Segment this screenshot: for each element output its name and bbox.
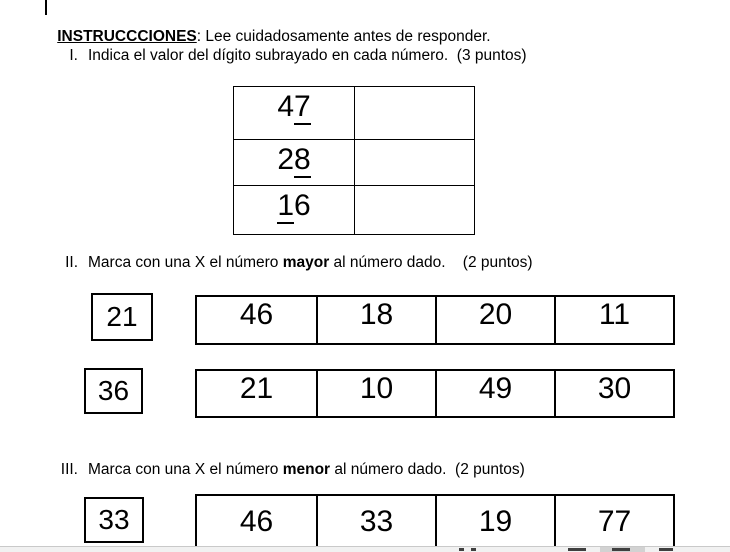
prompt-post: al número dado. (2 puntos) [329, 254, 533, 271]
instructions-text: : Lee cuidadosamente antes de responder. [196, 28, 491, 45]
web-layout-icon[interactable] [659, 548, 673, 551]
digit-plain: 6 [294, 189, 311, 222]
option-value: 49 [478, 371, 513, 405]
option-cell[interactable] [197, 371, 316, 416]
option-value: 46 [239, 298, 274, 331]
digit-plain: 4 [277, 90, 294, 123]
underlined-digit: 7 [294, 90, 311, 123]
section1-numeral: I. [69, 47, 78, 64]
options-table-row2 [195, 369, 675, 418]
option-cell[interactable] [197, 496, 316, 552]
option-cell[interactable] [435, 371, 554, 416]
option-value: 18 [359, 298, 394, 331]
option-cell[interactable] [554, 297, 673, 343]
option-value: 20 [478, 298, 513, 331]
given-number: 33 [98, 504, 130, 535]
options-table-row3 [195, 494, 675, 552]
option-cell[interactable] [554, 371, 673, 416]
option-cell[interactable] [316, 371, 435, 416]
section1-prompt-line [0, 47, 527, 65]
given-number-box-21 [91, 293, 153, 341]
option-cell[interactable] [197, 297, 316, 343]
given-number-box-33 [84, 497, 144, 543]
given-number-box-36 [84, 368, 143, 414]
prompt-keyword-mayor: mayor [282, 254, 330, 271]
read-mode-icon[interactable] [568, 548, 586, 551]
instructions-label: INSTRUCCCIONES [57, 28, 197, 45]
section3-prompt-line [0, 461, 525, 479]
status-text-icon [471, 548, 476, 551]
answer-cell-row2[interactable] [355, 139, 474, 186]
answer-cell-row1[interactable] [355, 87, 474, 139]
active-view-button[interactable] [600, 547, 645, 552]
section3-prompt [88, 461, 525, 479]
option-cell[interactable] [554, 496, 673, 552]
option-value: 19 [478, 505, 513, 538]
option-value: 33 [359, 505, 394, 538]
option-value: 10 [359, 371, 394, 405]
given-number: 21 [106, 301, 138, 332]
option-value: 21 [239, 371, 274, 405]
underlined-digit: 8 [294, 143, 311, 176]
option-value: 77 [597, 505, 632, 538]
print-layout-icon [612, 548, 630, 551]
option-value: 30 [597, 371, 632, 405]
value-table-number-28 [234, 139, 355, 186]
digit-plain: 2 [277, 143, 294, 176]
prompt-pre: Marca con una X el número [88, 461, 283, 478]
option-cell[interactable] [316, 496, 435, 552]
value-table-number-47 [234, 87, 355, 139]
option-cell[interactable] [316, 297, 435, 343]
prompt-post: al número dado. (2 puntos) [330, 461, 525, 478]
section3-numeral: III. [60, 461, 78, 478]
prompt-pre: Marca con una X el número [88, 254, 283, 271]
section1-prompt: Indica el valor del dígito subrayado en cada número. (3 puntos) [88, 47, 527, 64]
value-table-number-16 [234, 186, 355, 234]
section2-prompt [88, 254, 533, 272]
prompt-keyword-menor: menor [282, 461, 331, 478]
option-cell[interactable] [435, 496, 554, 552]
underlined-digit: 1 [277, 189, 294, 222]
answer-cell-row3[interactable] [355, 186, 474, 234]
option-cell[interactable] [435, 297, 554, 343]
digit-value-table [233, 86, 475, 235]
option-value: 11 [598, 298, 631, 331]
status-text-icon [459, 548, 464, 551]
given-number: 36 [97, 375, 130, 406]
option-value: 46 [239, 505, 274, 538]
options-table-row1 [195, 295, 675, 345]
section2-numeral: II. [65, 254, 78, 271]
section2-prompt-line [0, 254, 533, 272]
status-bar [0, 546, 730, 552]
